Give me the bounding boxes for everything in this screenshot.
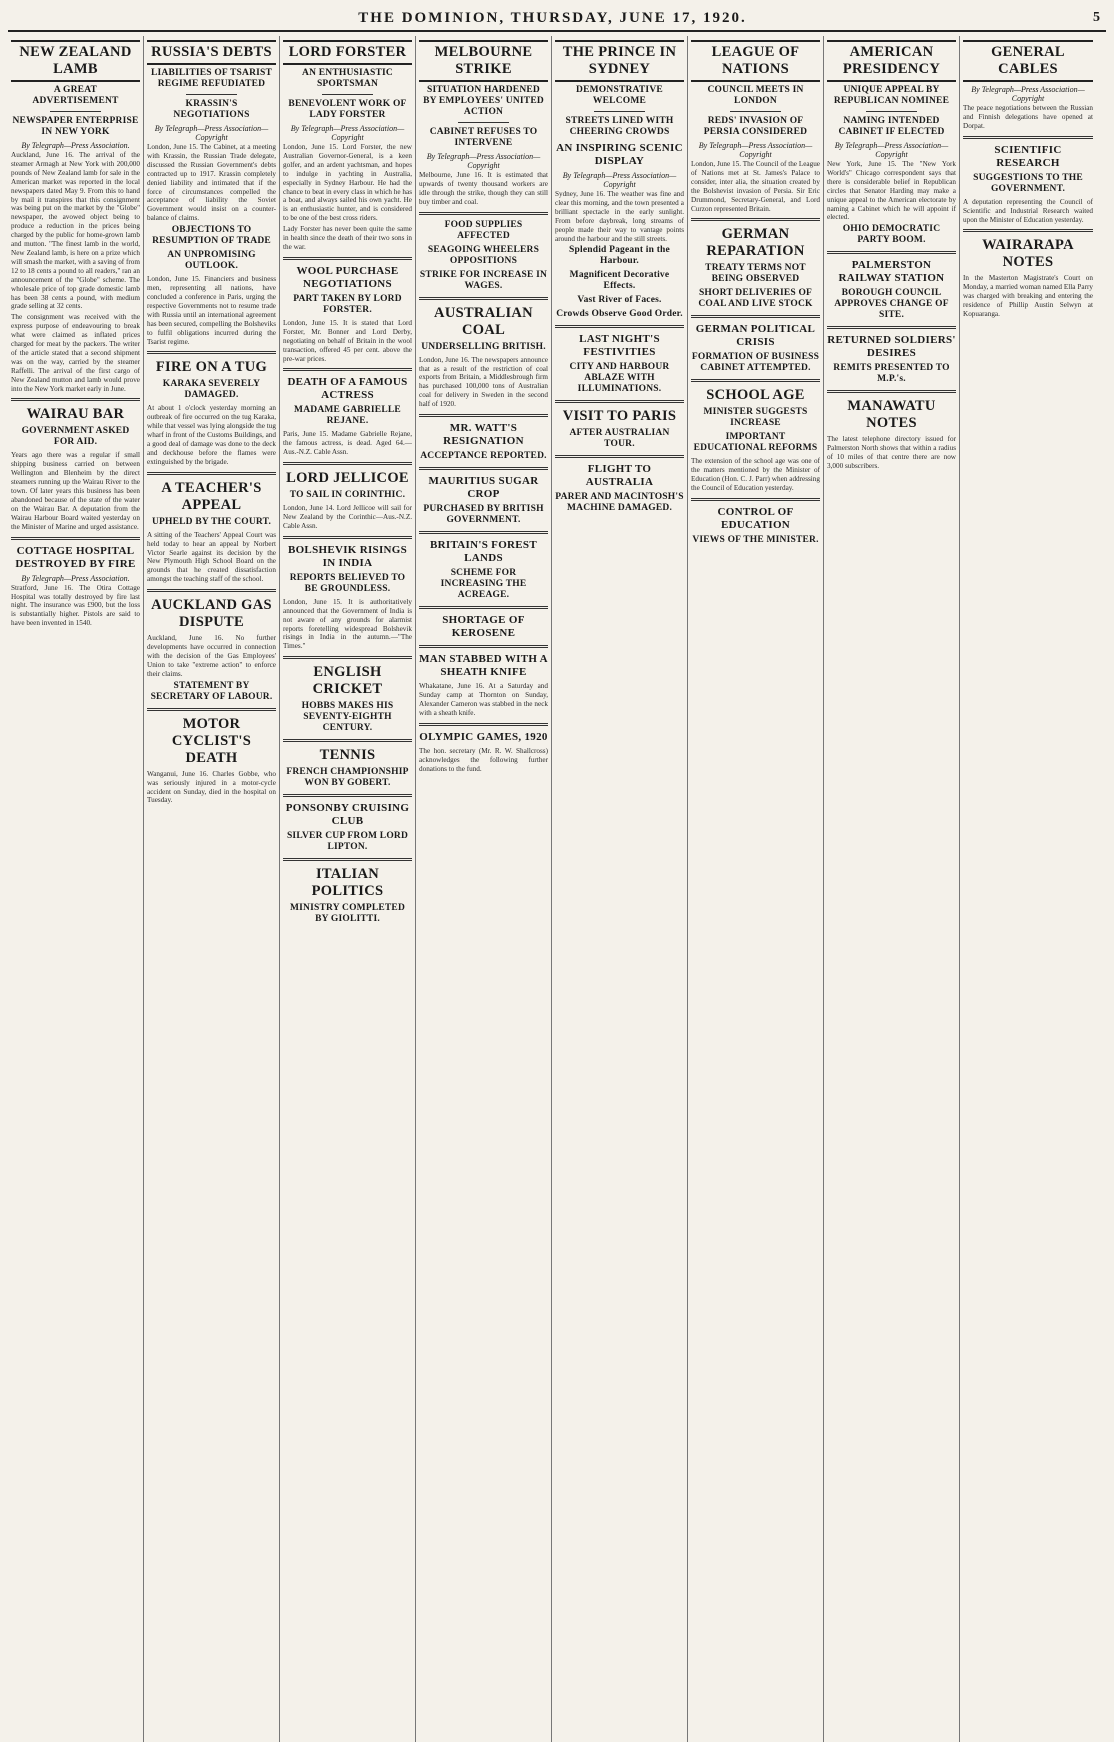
headline-english-cricket: ENGLISH CRICKET [312, 664, 383, 698]
headline-mauritius-sugar: MAURITIUS SUGAR CROP [428, 475, 539, 501]
subhead: AFTER AUSTRALIAN TOUR. [569, 428, 670, 450]
subhead: TO SAIL IN CORINTHIC. [289, 490, 406, 501]
section-divider [283, 462, 412, 465]
article-body: The hon. secretary (Mr. R. W. Shallcross) acknowledges the following further donations to the fund. [419, 746, 548, 773]
article-body: London, June 15. Financiers and business men, representing all nations, have concluded a conference in Paris, urging the respective Governments not to resume trade with Russia until an international agreement has been secured, compelling the Bolsheviks to fulfil obligations incurred during the Tsarist regime. [147, 275, 276, 346]
headline-italian-politics: ITALIAN POLITICS [311, 866, 384, 900]
headline-olympic-games: OLYMPIC GAMES, 1920 [419, 730, 548, 743]
headline-famous-actress: DEATH OF A FAMOUS ACTRESS [287, 376, 408, 402]
subhead: BOROUGH COUNCIL APPROVES CHANGE OF SITE. [834, 288, 949, 321]
section-divider [827, 251, 956, 254]
headline-flight-australia: FLIGHT TO AUSTRALIA [585, 463, 654, 489]
headline-fire-on-tug: FIRE ON A TUG [155, 359, 268, 376]
article-body: Wanganui, June 16. Charles Gobbe, who was seriously injured in a motor-cycle accident on Sunday, died in the hospital on Tuesday. [147, 769, 276, 805]
subhead: FORMATION OF BUSINESS CABINET ATTEMPTED. [691, 352, 820, 374]
divider [458, 122, 510, 123]
subhead: ACCEPTANCE REPORTED. [420, 451, 547, 462]
section-divider [147, 708, 276, 711]
column-7 [824, 36, 960, 1742]
subhead: HOBBS MAKES HIS SEVENTY-EIGHTH CENTURY. [301, 701, 394, 734]
headline-auckland-gas: AUCKLAND GAS DISPUTE [151, 597, 272, 631]
headline-scientific-research: SCIENTIFIC RESEARCH [994, 143, 1062, 169]
headline-forest-lands: BRITAIN'S FOREST LANDS [430, 539, 537, 565]
headline-russias-debts: RUSSIA'S DEBTS [147, 40, 276, 65]
divider [322, 94, 374, 95]
section-divider [283, 536, 412, 539]
subhead: STRIKE FOR INCREASE IN WAGES. [419, 269, 548, 291]
headline-watts-resignation: MR. WATT'S RESIGNATION [443, 422, 524, 448]
article-body: Auckland, June 16. The arrival of the steamer Armagh at New York with 200,000 pounds of New Zealand lamb for sale in the American market was reported in the local newspapers dated May 9. From this to hand by mail it transpires that this consignment was being put on the market by the "Globe" newspaper, the avowed object being to produce a reduction in the prices being charged by the public for home-grown lamb and mutton. "The finest lamb in the world, New Zealand lamb, is here on a prize which will smash the market, with a saving of from 12 to 18 cents a pound to all readers," ran an announcement of the "Globe" scheme. The wholesale price of top grade domestic lamb has been 38 cents a pound, with medium grade selling at 32 cents. [11, 151, 140, 311]
byline: By Telegraph—Press Association—Copyright [698, 141, 813, 159]
subhead: FRENCH CHAMPIONSHIP WON BY GOBERT. [286, 767, 409, 789]
article-body: London, June 15. It is stated that Lord Forster, Mr. Bonner and Lord Derby, negotiating on behalf of Britain in the wool transaction, offered 45 per cent. above the pre-war prices. [283, 318, 412, 363]
section-divider [147, 351, 276, 354]
byline: By Telegraph—Press Association. [21, 573, 130, 583]
subhead: SCHEME FOR INCREASING THE ACREAGE. [440, 568, 527, 601]
headline-nz-lamb: NEW ZEALAND LAMB [11, 40, 140, 82]
headline-school-age: SCHOOL AGE [706, 387, 805, 404]
subhead: Crowds Observe Good Order. [556, 309, 683, 320]
subhead: STATEMENT BY SECRETARY OF LABOUR. [150, 680, 273, 702]
column-8 [960, 36, 1096, 1742]
divider [866, 111, 918, 112]
column-2 [144, 36, 280, 1742]
section-divider [691, 379, 820, 382]
article-body: Lady Forster has never been quite the same in health since the death of their two sons in the war. [283, 225, 412, 251]
headline-general-cables: GENERAL CABLES [963, 40, 1093, 82]
section-divider [691, 498, 820, 501]
headline-wool-purchase: WOOL PURCHASE NEGOTIATIONS [296, 264, 399, 290]
column-3 [280, 36, 416, 1742]
subhead: FOOD SUPPLIES AFFECTED [444, 219, 523, 241]
section-divider [147, 472, 276, 475]
article-body: Auckland, June 16. No further developments have occurred in connection with the decision of the Gas Employees' Union to take "extreme action" to enforce their claims. [147, 634, 276, 678]
section-divider [419, 414, 548, 417]
subhead: UNIQUE APPEAL BY REPUBLICAN NOMINEE [833, 85, 950, 106]
section-divider [691, 218, 820, 221]
article-body: London, June 15. Lord Forster, the new Australian Governor-General, is a keen golfer, and an ardent yachtsman, and hopes to indulge in yachting in Australia, especially in Sydney Harbour. He had the chance to beat in every class in which he has a boat, and always sailed his own yacht. He is an enthusiastic hunter, and is considered to be one of the best cross riders. [283, 143, 412, 223]
subhead: NAMING INTENDED CABINET IF ELECTED [838, 116, 945, 137]
byline: By Telegraph—Press Association—Copyright [562, 171, 677, 189]
article-body: In the Masterton Magistrate's Court on Monday, a married woman named Ella Parry was charged with breaking and entering the residence of Phillip Austin Selwyn at Kopuaranga. [963, 274, 1093, 319]
article-body: London, June 16. The newspapers announce that as a result of the restriction of coal exports from Britain, a Middlesbrough firm has purchased 100,000 tons of Australian coal for delivery in Sweden in the second half of 1920. [419, 355, 548, 409]
subhead: AN ENTHUSIASTIC SPORTSMAN [302, 68, 393, 89]
subhead: CABINET REFUSES TO INTERVENE [429, 127, 538, 148]
section-divider [691, 315, 820, 318]
subhead: OHIO DEMOCRATIC PARTY BOOM. [842, 224, 941, 246]
section-divider [419, 212, 548, 215]
section-divider [283, 257, 412, 260]
article-body: London, June 15. The Council of the League of Nations met at St. James's Palace to consider, inter alia, the situation created by the Bolshevist invasion of Persia. Sir Eric Drummond, Secretary-General, and Lord Curzon represented Britain. [691, 160, 820, 213]
subhead: REMITS PRESENTED TO M.P.'s. [833, 363, 950, 385]
section-divider [963, 229, 1093, 232]
headline-scenic-display: AN INSPIRING SCENIC DISPLAY [556, 142, 683, 167]
subhead: MADAME GABRIELLE REJANE. [294, 405, 401, 427]
masthead-title: THE DOMINION, THURSDAY, JUNE 17, 1920. [358, 9, 747, 26]
subhead: AN UNPROMISING OUTLOOK. [167, 250, 256, 272]
article-body: The latest telephone directory issued for Palmerston North shows that within a radius of 10 miles of that centre there are now 3,000 subscribers. [827, 435, 956, 471]
subhead: SITUATION HARDENED BY EMPLOYEES' UNITED ACTION [423, 85, 544, 117]
headline-wairarapa-notes: WAIRARAPA NOTES [982, 237, 1074, 271]
article-body: Stratford, June 16. The Otira Cottage Hospital was totally destroyed by fire last night. The insurance was £900, but the loss is substantially higher. Pistols are said to have been invented in 1540. [11, 583, 140, 628]
subhead: LIABILITIES OF TSARIST REGIME REFUDIATED [150, 68, 273, 89]
subhead: STREETS LINED WITH CHEERING CROWDS [565, 116, 674, 137]
article-body: Sydney, June 16. The weather was fine and clear this morning, and the town presented a brilliant spectacle in the early sunlight. From before daybreak, long streams of people made their way to vantage points around the harbour and the still streets. [555, 190, 684, 243]
section-divider [555, 400, 684, 403]
subhead: Vast River of Faces. [577, 295, 662, 306]
subhead: UPHELD BY THE COURT. [151, 516, 272, 527]
subhead: KARAKA SEVERELY DAMAGED. [162, 379, 261, 401]
subhead: REPORTS BELIEVED TO BE GROUNDLESS. [289, 572, 406, 594]
headline-motor-cyclist: MOTOR CYCLIST'S DEATH [171, 715, 252, 766]
subhead: A GREAT ADVERTISEMENT [32, 85, 119, 106]
headline-melbourne-strike: MELBOURNE STRIKE [419, 40, 548, 82]
article-body: London, June 14. Lord Jellicoe will sail for New Zealand by the Corinthic—Aus.-N.Z. Cable Assn. [283, 504, 412, 530]
headline-prince-sydney: THE PRINCE IN SYDNEY [555, 40, 684, 82]
headline-tennis: TENNIS [319, 747, 376, 764]
section-divider [283, 656, 412, 659]
subhead: COUNCIL MEETS IN LONDON [707, 85, 804, 106]
headline-palmerston-station: PALMERSTON RAILWAY STATION [838, 259, 945, 285]
column-6 [688, 36, 824, 1742]
subhead: PURCHASED BY BRITISH GOVERNMENT. [423, 504, 544, 526]
subhead: SILVER CUP FROM LORD LIPTON. [286, 831, 409, 853]
article-body: London, June 15. The Cabinet, at a meeting with Krassin, the Russian Trade delegate, discussed the Russian Government's debts contracted up to 1917. Krassin completely denied liability and intimated that if the force of circumstances compelled the acceptance of liability the Soviet Government would insist on a counter-balance of claims. [147, 143, 276, 223]
section-divider [827, 390, 956, 393]
section-divider [555, 325, 684, 328]
section-divider [11, 398, 140, 401]
article-body: London, June 15. It is authoritatively announced that the Government of India is not aware of any grounds for alarmist reports foretelling widespread Bolshevik risings in India in the autumn.—"The Times." [283, 597, 412, 651]
divider [186, 94, 238, 95]
section-divider [419, 297, 548, 300]
headline-cottage-hospital: COTTAGE HOSPITAL DESTROYED BY FIRE [15, 544, 136, 570]
column-1 [8, 36, 144, 1742]
subhead: KRASSIN'S NEGOTIATIONS [173, 99, 250, 120]
headline-australian-coal: AUSTRALIAN COAL [434, 304, 533, 338]
subhead: MINISTER SUGGESTS INCREASE [703, 407, 808, 429]
article-body: Paris, June 15. Madame Gabrielle Rejane, the famous actress, is dead. Aged 64.—Aus.-N.Z. Cable Assn. [283, 430, 412, 457]
headline-teachers-appeal: A TEACHER'S APPEAL [161, 479, 262, 513]
article-body: The extension of the school age was one of the matters mentioned by the Minister of Education (Hon. C. J. Parr) when addressing the Council of Education yesterday. [691, 457, 820, 493]
article-body: A deputation representing the Council of Scientific and Industrial Research waited upon the Minister of Education yesterday. [963, 197, 1093, 224]
article-body: Whakatane, June 16. At a Saturday and Sunday camp at Thornton on Sunday, Alexander Cameron was stabbed in the neck with a sheath knife. [419, 682, 548, 717]
headline-wairau-bar: WAIRAU BAR [26, 406, 125, 423]
article-body: A sitting of the Teachers' Appeal Court was held today to hear an appeal by Norbert Victor Searle against its decision by the New Plymouth High School Board on the grounds that he created dissatisfaction amongst the teaching staff of the school. [147, 530, 276, 584]
article-body: The peace negotiations between the Russian and Finnish delegations have opened at Dorpat. [963, 104, 1093, 130]
column-4 [416, 36, 552, 1742]
subhead: OBJECTIONS TO RESUMPTION OF TRADE [152, 225, 271, 247]
section-divider [283, 794, 412, 797]
headline-lord-forster: LORD FORSTER [283, 40, 412, 65]
subhead: IMPORTANT EDUCATIONAL REFORMS [693, 432, 818, 454]
subhead: SUGGESTIONS TO THE GOVERNMENT. [973, 172, 1083, 194]
subhead: DEMONSTRATIVE WELCOME [576, 85, 663, 106]
subhead: BENEVOLENT WORK OF LADY FORSTER [288, 99, 407, 120]
headline-manawatu-notes: MANAWATU NOTES [847, 398, 936, 432]
headline-sheath-knife: MAN STABBED WITH A SHEATH KNIFE [419, 653, 548, 679]
subhead: CITY AND HARBOUR ABLAZE WITH ILLUMINATIONS. [569, 362, 670, 395]
headline-visit-paris: VISIT TO PARIS [562, 408, 677, 425]
masthead [8, 6, 1106, 32]
headline-american-presidency: AMERICAN PRESIDENCY [827, 40, 956, 82]
section-divider [827, 326, 956, 329]
divider [730, 111, 782, 112]
divider [594, 111, 646, 112]
section-divider [11, 537, 140, 540]
section-divider [147, 589, 276, 592]
article-body: The consignment was received with the express purpose of endeavouring to break what were claimed as inflated prices charged for meat by the packers. The writer of the article stated that a second shipment was on the way, carried by the steamer Raffelli. The arrival of the first cargo of New Zealand mutton and lamb would prove into the New York market early in June. [11, 313, 140, 393]
subhead: UNDERSELLING BRITISH. [421, 341, 546, 352]
subhead: MINISTRY COMPLETED BY GIOLITTI. [289, 903, 406, 925]
headline-kerosene: SHORTAGE OF KEROSENE [442, 614, 525, 640]
byline: By Telegraph—Press Association—Copyright [154, 124, 269, 142]
byline: By Telegraph—Press Association—Copyright [290, 124, 405, 142]
section-divider [419, 606, 548, 609]
headline-lord-jellicoe: LORD JELLICOE [286, 470, 409, 487]
divider [50, 111, 102, 112]
article-body: Years ago there was a regular if small shipping business carried on between Wellington and Blenheim by the direct steamers running up the Wairau River to the town. Of later years this business has been abandoned because of the state of the water on the Wairau Bar. A deputation from the Wairau Harbour Board waited yesterday on the Minister of Marine and urged assistance. [11, 451, 140, 531]
headline-returned-soldiers: RETURNED SOLDIERS' DESIRES [827, 334, 956, 360]
section-divider [283, 368, 412, 371]
section-divider [283, 739, 412, 742]
page-number: 5 [1092, 10, 1102, 25]
subhead: PARER AND MACINTOSH'S MACHINE DAMAGED. [555, 492, 684, 514]
article-body: At about 1 o'clock yesterday morning an outbreak of fire occurred on the tug Karaka, while that vessel was lying alongside the tug wharf in front of the Customs Buildings, and a good deal of damage was done to the deck and deckhouse before the flames were extinguished by the brigade. [147, 404, 276, 466]
headline-german-reparation: GERMAN REPARATION [706, 226, 805, 260]
article-body: Melbourne, June 16. It is estimated that upwards of twenty thousand workers are idle through the strike, though they can still buy timber and coal. [419, 171, 548, 206]
section-divider [963, 136, 1093, 139]
article-body: New York, June 15. The "New York World's" Chicago correspondent says that there is considerable belief in Republican circles that Senator Harding may make a unique appeal to the American electorate by naming a Cabinet which he will appoint if elected. [827, 160, 956, 222]
byline: By Telegraph—Press Association—Copyright [971, 85, 1085, 103]
section-divider [419, 723, 548, 726]
subhead: REDS' INVASION OF PERSIA CONSIDERED [703, 116, 808, 137]
subhead: SHORT DELIVERIES OF COAL AND LIVE STOCK [698, 288, 813, 310]
subhead: NEWSPAPER ENTERPRISE IN NEW YORK [12, 116, 139, 137]
headline-control-education: CONTROL OF EDUCATION [717, 506, 794, 532]
subhead: Magnificent Decorative Effects. [569, 270, 670, 292]
subhead: SEAGOING WHEELERS OPPOSITIONS [427, 244, 540, 266]
subhead: PART TAKEN BY LORD FORSTER. [293, 293, 402, 315]
subhead: VIEWS OF THE MINISTER. [692, 535, 819, 546]
headline-bolshevik-risings: BOLSHEVIK RISINGS IN INDIA [287, 543, 408, 569]
columns [8, 36, 1106, 1742]
byline: By Telegraph—Press Association—Copyright [834, 141, 949, 159]
headline-ponsonby: PONSONBY CRUISING CLUB [285, 802, 410, 828]
section-divider [283, 858, 412, 861]
subhead: TREATY TERMS NOT BEING OBSERVED [705, 263, 806, 285]
headline-league-nations: LEAGUE OF NATIONS [691, 40, 820, 82]
section-divider [555, 455, 684, 458]
section-divider [419, 531, 548, 534]
subhead: GOVERNMENT ASKED FOR AID. [21, 426, 130, 448]
byline: By Telegraph—Press Association. [21, 141, 130, 150]
headline-german-crisis: GERMAN POLITICAL CRISIS [695, 323, 816, 349]
section-divider [419, 645, 548, 648]
section-divider [419, 467, 548, 470]
headline-festivities: LAST NIGHT'S FESTIVITIES [579, 333, 660, 359]
subhead: Splendid Pageant in the Harbour. [569, 245, 670, 267]
byline: By Telegraph—Press Association—Copyright [426, 152, 541, 170]
column-5 [552, 36, 688, 1742]
